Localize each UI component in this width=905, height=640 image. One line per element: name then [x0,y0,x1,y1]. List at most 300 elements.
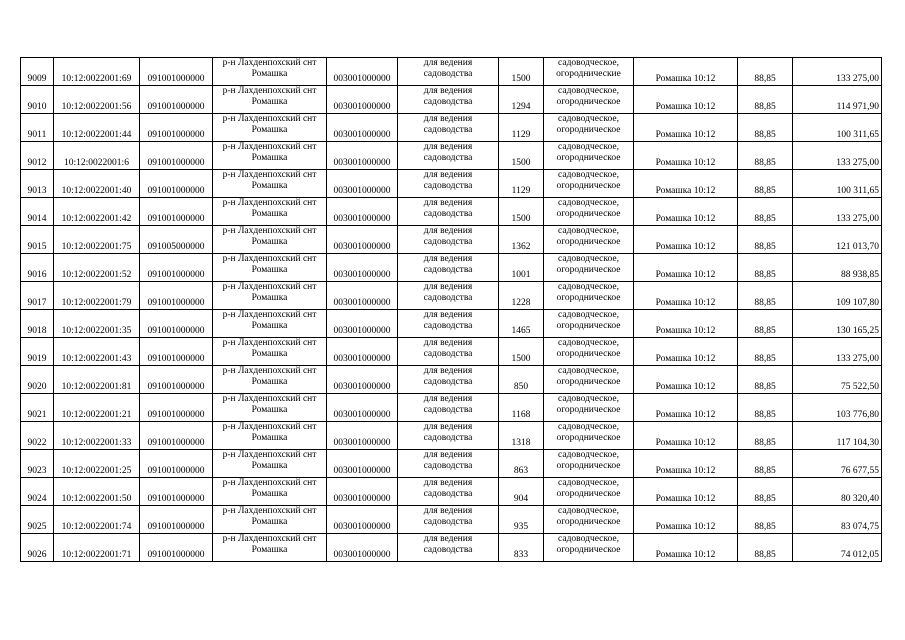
address-line: р-н Лахденпохский снт [222,86,317,96]
land-category-line: огородническое [556,321,621,331]
okato-code: 003001000000 [327,142,398,170]
permitted-use [398,478,499,506]
valuation-zone: Ромашка 10:12 [634,142,738,170]
okato-code: 003001000000 [327,366,398,394]
okato-code: 003001000000 [327,226,398,254]
specific-value: 88,85 [738,142,793,170]
row-number: 9018 [21,310,54,338]
okato-code: 003001000000 [327,450,398,478]
permitted-use-line: для ведения [423,282,473,292]
land-category-line: садоводческое, [558,254,619,264]
cadastral-number: 10:12:0022001:69 [54,58,140,86]
valuation-zone: Ромашка 10:12 [634,254,738,282]
permitted-use-line: садоводства [423,209,473,219]
okato-code: 003001000000 [327,338,398,366]
territory-code: 091001000000 [140,86,213,114]
permitted-use [398,58,499,86]
permitted-use-line: для ведения [423,478,473,488]
land-category [544,170,634,198]
land-category [544,478,634,506]
cadastral-number: 10:12:0022001:52 [54,254,140,282]
land-category-line: садоводческое, [558,534,619,544]
permitted-use-line: садоводства [423,181,473,191]
table-row [21,310,882,338]
land-category [544,198,634,226]
address [213,338,327,366]
land-category-line: садоводческое, [558,422,619,432]
cadastral-value: 130 165,25 [793,310,882,338]
specific-value: 88,85 [738,282,793,310]
permitted-use-line: для ведения [423,450,473,460]
permitted-use-line: садоводства [423,405,473,415]
row-number: 9023 [21,450,54,478]
table-row [21,170,882,198]
valuation-zone: Ромашка 10:12 [634,366,738,394]
cadastral-number: 10:12:0022001:75 [54,226,140,254]
table-row [21,338,882,366]
cadastral-number: 10:12:0022001:33 [54,422,140,450]
land-category-line: огородническое [556,461,621,471]
land-category [544,422,634,450]
land-category [544,282,634,310]
land-category-line: садоводческое, [558,170,619,180]
cadastral-value: 83 074,75 [793,506,882,534]
territory-code: 091001000000 [140,142,213,170]
cadastral-value: 76 677,55 [793,450,882,478]
row-number: 9019 [21,338,54,366]
address-line: р-н Лахденпохский снт [222,366,317,376]
okato-code: 003001000000 [327,394,398,422]
cadastral-number: 10:12:0022001:25 [54,450,140,478]
address-line: Ромашка [251,69,288,79]
okato-code: 003001000000 [327,282,398,310]
permitted-use [398,226,499,254]
land-category-line: огородническое [556,237,621,247]
permitted-use [398,170,499,198]
address-line: р-н Лахденпохский снт [222,394,317,404]
address-line: р-н Лахденпохский снт [222,226,317,236]
land-category-line: садоводческое, [558,450,619,460]
land-category-line: огородническое [556,293,621,303]
specific-value: 88,85 [738,394,793,422]
permitted-use-line: садоводства [423,433,473,443]
valuation-zone: Ромашка 10:12 [634,534,738,562]
permitted-use-line: для ведения [423,422,473,432]
land-category-line: садоводческое, [558,394,619,404]
permitted-use [398,310,499,338]
land-category-line: огородническое [556,265,621,275]
address-line: Ромашка [251,293,288,303]
area: 863 [499,450,544,478]
land-category-line: огороднические [556,69,621,79]
okato-code: 003001000000 [327,310,398,338]
land-category-line: огородническое [556,405,621,415]
valuation-zone: Ромашка 10:12 [634,226,738,254]
address-line: р-н Лахденпохский снт [222,142,317,152]
land-category-line: огородническое [556,125,621,135]
area: 904 [499,478,544,506]
permitted-use-line: для ведения [423,226,473,236]
permitted-use-line: садоводства [423,265,473,275]
territory-code: 091001000000 [140,198,213,226]
cadastral-value: 88 938,85 [793,254,882,282]
address-line: р-н Лахденпохский снт [222,506,317,516]
permitted-use-line: садоводства [423,321,473,331]
address [213,114,327,142]
cadastral-number: 10:12:0022001:50 [54,478,140,506]
address [213,310,327,338]
permitted-use-line: для ведения [423,58,473,68]
row-number: 9024 [21,478,54,506]
table-row [21,114,882,142]
row-number: 9025 [21,506,54,534]
land-category-line: садоводческое, [558,338,619,348]
table-row [21,366,882,394]
permitted-use-line: садоводства [423,97,473,107]
row-number: 9012 [21,142,54,170]
land-category [544,86,634,114]
address [213,366,327,394]
valuation-zone: Ромашка 10:12 [634,394,738,422]
okato-code: 003001000000 [327,170,398,198]
land-category-line: огородническое [556,97,621,107]
cadastral-value: 109 107,80 [793,282,882,310]
address [213,478,327,506]
valuation-zone: Ромашка 10:12 [634,338,738,366]
row-number: 9015 [21,226,54,254]
valuation-zone: Ромашка 10:12 [634,478,738,506]
address-line: Ромашка [251,153,288,163]
permitted-use [398,534,499,562]
permitted-use-line: садоводства [423,489,473,499]
permitted-use-line: для ведения [423,142,473,152]
valuation-zone: Ромашка 10:12 [634,506,738,534]
permitted-use [398,254,499,282]
table-row [21,422,882,450]
address [213,254,327,282]
cadastral-number: 10:12:0022001:35 [54,310,140,338]
address [213,282,327,310]
land-category-line: садоводческое, [558,226,619,236]
permitted-use-line: для ведения [423,114,473,124]
row-number: 9022 [21,422,54,450]
territory-code: 091001000000 [140,450,213,478]
specific-value: 88,85 [738,198,793,226]
permitted-use-line: садоводства [423,293,473,303]
okato-code: 003001000000 [327,478,398,506]
address-line: Ромашка [251,321,288,331]
cadastral-number: 10:12:0022001:74 [54,506,140,534]
address-line: Ромашка [251,237,288,247]
land-category-line: садоводческое, [558,58,619,68]
okato-code: 003001000000 [327,114,398,142]
cadastral-value: 100 311,65 [793,114,882,142]
land-category [544,534,634,562]
area: 1001 [499,254,544,282]
land-category-line: садоводческое, [558,198,619,208]
permitted-use-line: для ведения [423,310,473,320]
area: 1500 [499,142,544,170]
address-line: Ромашка [251,433,288,443]
table-row [21,506,882,534]
address-line: Ромашка [251,545,288,555]
table-body [21,58,882,562]
area: 1465 [499,310,544,338]
land-category [544,394,634,422]
cadastral-value: 74 012,05 [793,534,882,562]
cadastral-number: 10:12:0022001:44 [54,114,140,142]
address-line: р-н Лахденпохский снт [222,338,317,348]
permitted-use [398,86,499,114]
area: 1500 [499,198,544,226]
permitted-use-line: садоводства [423,377,473,387]
land-category [544,58,634,86]
permitted-use-line: садоводства [423,125,473,135]
land-category-line: огородническое [556,153,621,163]
permitted-use [398,422,499,450]
land-category-line: огородническое [556,377,621,387]
permitted-use-line: садоводства [423,461,473,471]
land-category-line: садоводческое, [558,114,619,124]
permitted-use-line: для ведения [423,394,473,404]
land-category-line: садоводческое, [558,86,619,96]
cadastral-value: 133 275,00 [793,58,882,86]
row-number: 9013 [21,170,54,198]
area: 1129 [499,170,544,198]
valuation-zone: Ромашка 10:12 [634,58,738,86]
area: 1129 [499,114,544,142]
cadastral-number: 10:12:0022001:21 [54,394,140,422]
address [213,198,327,226]
address-line: Ромашка [251,377,288,387]
permitted-use-line: для ведения [423,198,473,208]
permitted-use [398,142,499,170]
territory-code: 091001000000 [140,114,213,142]
address-line: Ромашка [251,349,288,359]
address-line: р-н Лахденпохский снт [222,450,317,460]
specific-value: 88,85 [738,506,793,534]
address-line: р-н Лахденпохский снт [222,478,317,488]
table-row [21,450,882,478]
cadastral-value: 121 013,70 [793,226,882,254]
permitted-use [398,366,499,394]
territory-code: 091001000000 [140,282,213,310]
row-number: 9020 [21,366,54,394]
valuation-zone: Ромашка 10:12 [634,282,738,310]
address [213,506,327,534]
cadastral-value: 133 275,00 [793,198,882,226]
specific-value: 88,85 [738,58,793,86]
area: 1362 [499,226,544,254]
table-row [21,282,882,310]
table-row [21,142,882,170]
row-number: 9021 [21,394,54,422]
land-category [544,366,634,394]
area: 1500 [499,338,544,366]
permitted-use [398,338,499,366]
address-line: Ромашка [251,517,288,527]
land-category-line: огородническое [556,433,621,443]
cadastral-value: 103 776,80 [793,394,882,422]
permitted-use-line: садоводства [423,69,473,79]
permitted-use-line: для ведения [423,366,473,376]
valuation-zone: Ромашка 10:12 [634,86,738,114]
okato-code: 003001000000 [327,254,398,282]
land-category [544,142,634,170]
address [213,226,327,254]
permitted-use-line: для ведения [423,86,473,96]
okato-code: 003001000000 [327,198,398,226]
valuation-zone: Ромашка 10:12 [634,310,738,338]
area: 850 [499,366,544,394]
land-category-line: садоводческое, [558,506,619,516]
land-category-line: садоводческое, [558,366,619,376]
row-number: 9011 [21,114,54,142]
row-number: 9017 [21,282,54,310]
land-category [544,310,634,338]
okato-code: 003001000000 [327,58,398,86]
permitted-use-line: садоводства [423,545,473,555]
land-category-line: огородническое [556,545,621,555]
land-category-line: огородническое [556,489,621,499]
table-row [21,394,882,422]
address-line: Ромашка [251,461,288,471]
specific-value: 88,85 [738,310,793,338]
land-category [544,338,634,366]
address-line: р-н Лахденпохский снт [222,58,317,68]
territory-code: 091001000000 [140,506,213,534]
territory-code: 091001000000 [140,170,213,198]
specific-value: 88,85 [738,226,793,254]
address-line: Ромашка [251,97,288,107]
cadastral-value: 100 311,65 [793,170,882,198]
territory-code: 091001000000 [140,366,213,394]
address-line: р-н Лахденпохский снт [222,310,317,320]
address-line: р-н Лахденпохский снт [222,422,317,432]
land-category-line: садоводческое, [558,310,619,320]
land-category-line: огородническое [556,349,621,359]
cadastral-number: 10:12:0022001:56 [54,86,140,114]
table-row [21,86,882,114]
territory-code: 091005000000 [140,226,213,254]
valuation-zone: Ромашка 10:12 [634,450,738,478]
land-category-line: садоводческое, [558,478,619,488]
territory-code: 091001000000 [140,310,213,338]
specific-value: 88,85 [738,534,793,562]
address-line: р-н Лахденпохский снт [222,534,317,544]
address-line: Ромашка [251,489,288,499]
specific-value: 88,85 [738,366,793,394]
permitted-use [398,394,499,422]
area: 1318 [499,422,544,450]
area: 833 [499,534,544,562]
permitted-use-line: садоводства [423,349,473,359]
address-line: Ромашка [251,125,288,135]
land-category [544,226,634,254]
territory-code: 091001000000 [140,254,213,282]
permitted-use-line: для ведения [423,534,473,544]
address-line: Ромашка [251,265,288,275]
table-row [21,254,882,282]
permitted-use [398,282,499,310]
table-row [21,478,882,506]
cadastral-value: 75 522,50 [793,366,882,394]
valuation-zone: Ромашка 10:12 [634,198,738,226]
territory-code: 091001000000 [140,394,213,422]
land-category-line: огородническое [556,209,621,219]
permitted-use-line: садоводства [423,237,473,247]
row-number: 9010 [21,86,54,114]
specific-value: 88,85 [738,254,793,282]
territory-code: 091001000000 [140,534,213,562]
address [213,534,327,562]
address-line: Ромашка [251,209,288,219]
area: 1228 [499,282,544,310]
row-number: 9016 [21,254,54,282]
territory-code: 091001000000 [140,422,213,450]
cadastral-value: 114 971,90 [793,86,882,114]
permitted-use [398,506,499,534]
valuation-zone: Ромашка 10:12 [634,114,738,142]
cadastral-number: 10:12:0022001:42 [54,198,140,226]
address-line: р-н Лахденпохский снт [222,198,317,208]
specific-value: 88,85 [738,478,793,506]
table-row [21,198,882,226]
cadastral-value: 117 104,30 [793,422,882,450]
row-number: 9026 [21,534,54,562]
permitted-use [398,450,499,478]
specific-value: 88,85 [738,422,793,450]
land-category-line: садоводческое, [558,142,619,152]
area: 1500 [499,58,544,86]
land-category-line: садоводческое, [558,282,619,292]
okato-code: 003001000000 [327,422,398,450]
specific-value: 88,85 [738,338,793,366]
permitted-use-line: садоводства [423,517,473,527]
okato-code: 003001000000 [327,86,398,114]
row-number: 9009 [21,58,54,86]
address-line: р-н Лахденпохский снт [222,170,317,180]
table-row [21,534,882,562]
address-line: р-н Лахденпохский снт [222,114,317,124]
permitted-use [398,198,499,226]
land-category-line: огородническое [556,517,621,527]
land-category [544,114,634,142]
permitted-use-line: садоводства [423,153,473,163]
land-plots-table [20,57,882,562]
address [213,450,327,478]
address [213,58,327,86]
valuation-zone: Ромашка 10:12 [634,170,738,198]
okato-code: 003001000000 [327,506,398,534]
permitted-use-line: для ведения [423,338,473,348]
address-line: р-н Лахденпохский снт [222,282,317,292]
address [213,142,327,170]
cadastral-number: 10:12:0022001:43 [54,338,140,366]
land-category-line: огородническое [556,181,621,191]
land-category [544,506,634,534]
cadastral-value: 133 275,00 [793,142,882,170]
address [213,422,327,450]
cadastral-number: 10:12:0022001:40 [54,170,140,198]
permitted-use-line: для ведения [423,254,473,264]
address-line: Ромашка [251,405,288,415]
permitted-use-line: для ведения [423,506,473,516]
cadastral-number: 10:12:0022001:81 [54,366,140,394]
cadastral-number: 10:12:0022001:6 [54,142,140,170]
territory-code: 091001000000 [140,58,213,86]
specific-value: 88,85 [738,114,793,142]
